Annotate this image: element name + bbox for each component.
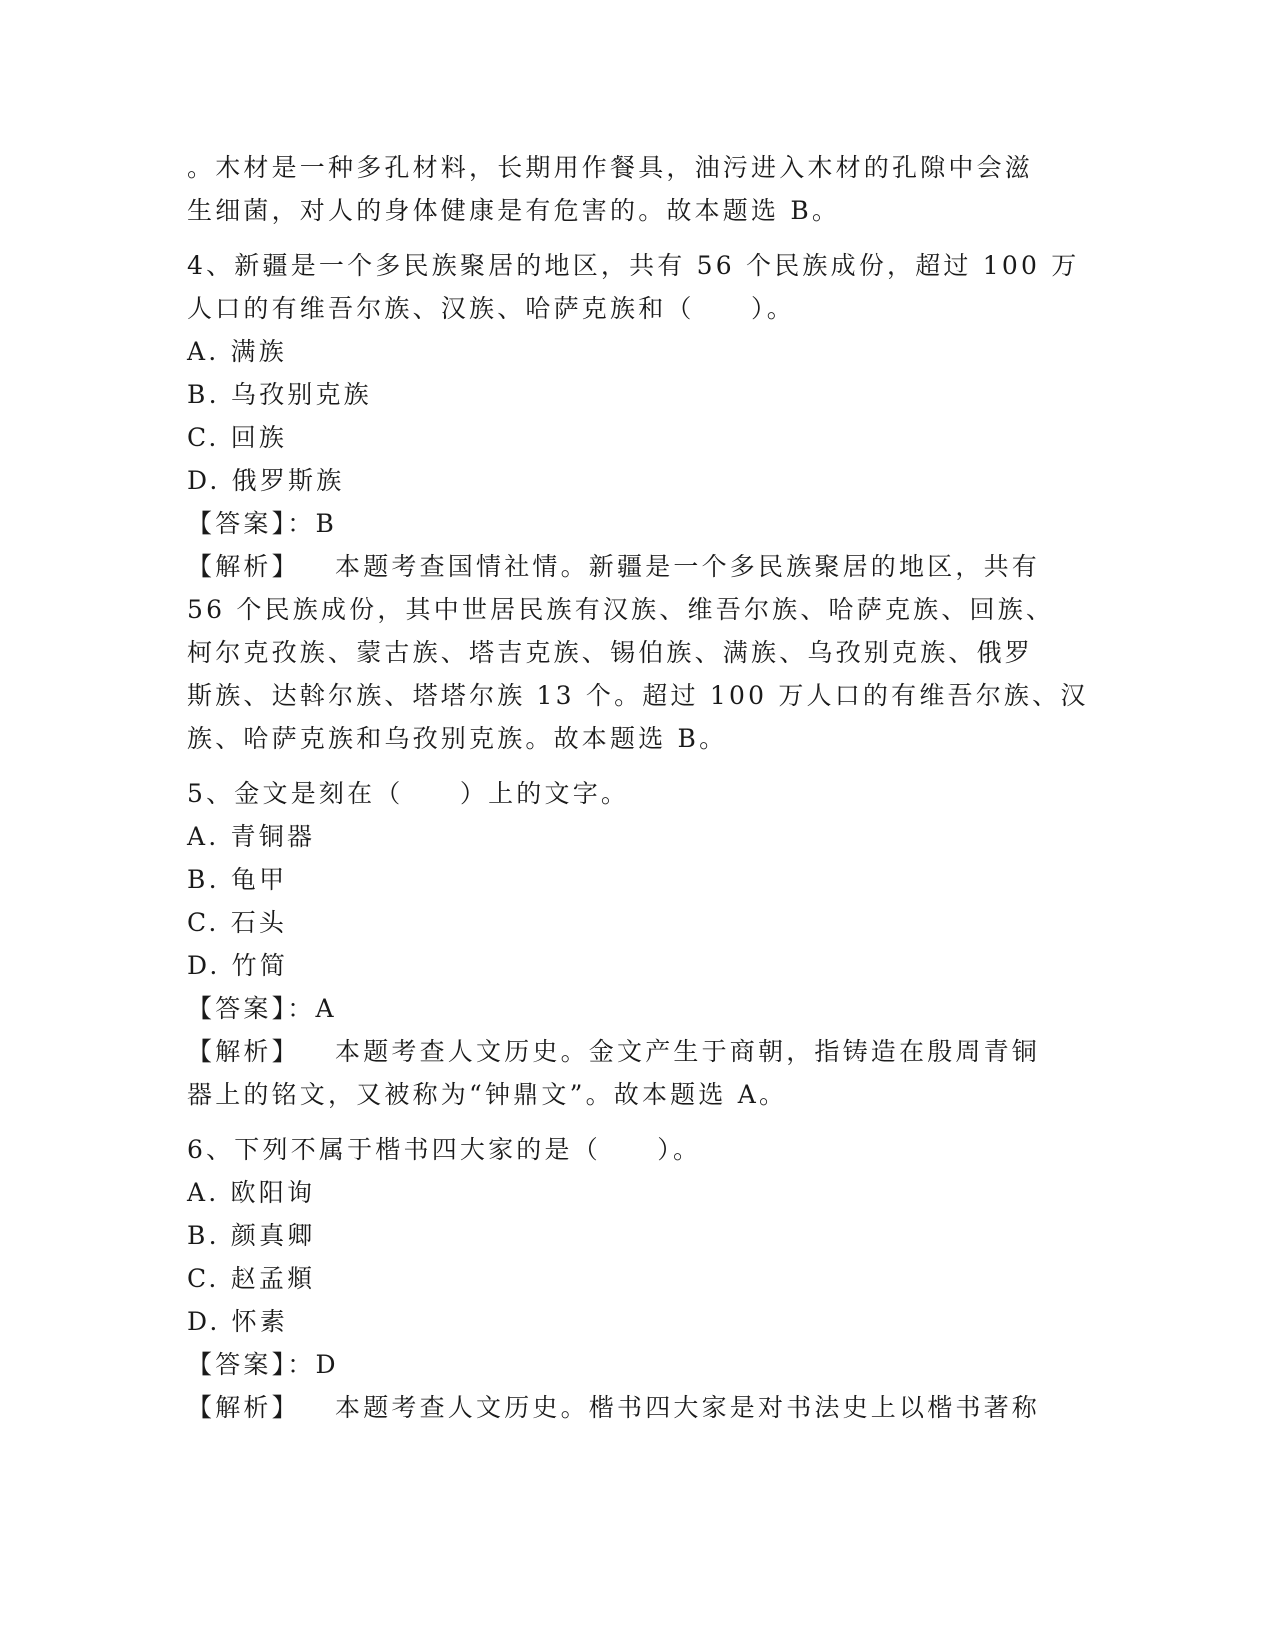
answer-line	[187, 1343, 1087, 1386]
option-d: D. 怀素	[187, 1307, 289, 1336]
analysis-text: 本题考查人文历史。楷书四大家是对书法史上以楷书著称	[335, 1393, 1041, 1422]
option-b: B. 乌孜别克族	[187, 380, 372, 409]
option-c: C. 石头	[187, 908, 288, 937]
question-stem: 4、新疆是一个多民族聚居的地区，共有 56 个民族成份，超过 100 万	[187, 251, 1080, 280]
question-4	[187, 244, 1087, 760]
analysis-label: 【解析】	[187, 1393, 300, 1422]
option-b: B. 颜真卿	[187, 1221, 316, 1250]
analysis-text: 56 个民族成份，其中世居民族有汉族、维吾尔族、哈萨克族、回族、	[187, 595, 1055, 624]
answer-line	[187, 987, 1087, 1030]
answer-value: D	[315, 1350, 339, 1379]
answer-value: A	[315, 994, 337, 1023]
option-a: A. 青铜器	[187, 822, 316, 851]
answer-line	[187, 502, 1087, 545]
analysis-label: 【解析】	[187, 552, 300, 581]
intro-paragraph	[187, 146, 1087, 232]
analysis-text: 器上的铭文，又被称为“钟鼎文”。故本题选 A。	[187, 1080, 788, 1109]
answer-value: B	[315, 509, 338, 538]
analysis-text: 柯尔克孜族、蒙古族、塔吉克族、锡伯族、满族、乌孜别克族、俄罗	[187, 638, 1034, 667]
question-stem: 人口的有维吾尔族、汉族、哈萨克族和（ ）。	[187, 294, 795, 323]
option-a: A. 满族	[187, 337, 287, 366]
text-line: 生细菌，对人的身体健康是有危害的。故本题选 B。	[187, 196, 841, 225]
question-5	[187, 772, 1087, 1116]
question-stem: 5、金文是刻在（ ）上的文字。	[187, 779, 630, 808]
option-b: B. 龟甲	[187, 865, 288, 894]
analysis-line	[187, 1386, 1087, 1429]
analysis-text: 本题考查国情社情。新疆是一个多民族聚居的地区，共有	[335, 552, 1041, 581]
analysis-line	[187, 545, 1087, 588]
analysis-line	[187, 1030, 1087, 1073]
option-d: D. 俄罗斯族	[187, 466, 345, 495]
answer-label: 【答案】：	[187, 994, 316, 1023]
answer-label: 【答案】：	[187, 1350, 316, 1379]
document-page	[187, 146, 1087, 1429]
analysis-text: 斯族、达斡尔族、塔塔尔族 13 个。超过 100 万人口的有维吾尔族、汉	[187, 681, 1089, 710]
answer-label: 【答案】：	[187, 509, 316, 538]
option-d: D. 竹简	[187, 951, 289, 980]
analysis-text: 族、哈萨克族和乌孜别克族。故本题选 B。	[187, 724, 728, 753]
analysis-label: 【解析】	[187, 1037, 300, 1066]
question-stem: 6、下列不属于楷书四大家的是（ ）。	[187, 1135, 702, 1164]
option-c: C. 赵孟頫	[187, 1264, 316, 1293]
option-c: C. 回族	[187, 423, 288, 452]
text-line: 。木材是一种多孔材料，长期用作餐具，油污进入木材的孔隙中会滋	[187, 153, 1034, 182]
question-6	[187, 1128, 1087, 1429]
option-a: A. 欧阳询	[187, 1178, 316, 1207]
analysis-text: 本题考查人文历史。金文产生于商朝，指铸造在殷周青铜	[335, 1037, 1041, 1066]
